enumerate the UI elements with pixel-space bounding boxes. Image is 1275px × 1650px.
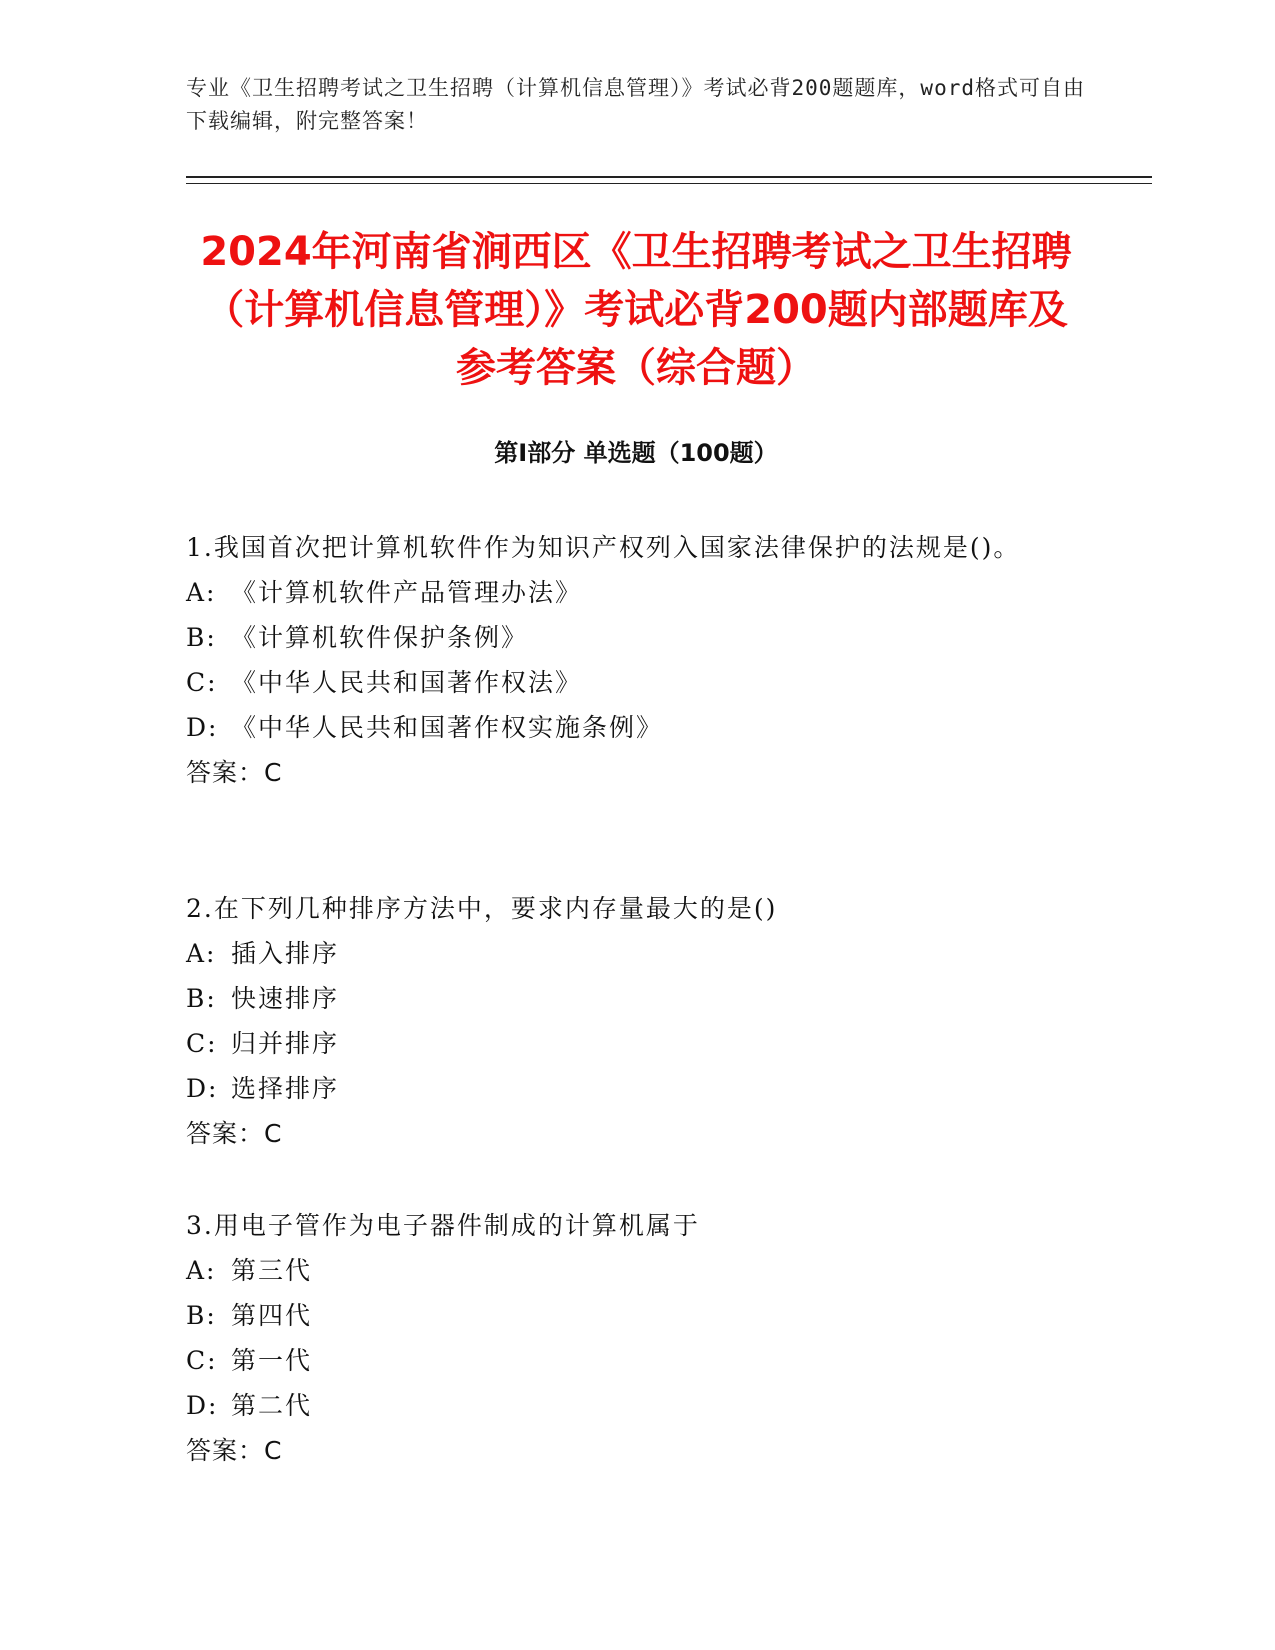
option-c [186,1021,1086,1066]
header-divider-thin [186,183,1152,184]
option-letter: C: [186,1029,218,1058]
option-c [186,1338,1086,1383]
option-text: 《中华人民共和国著作权法》 [231,668,583,697]
option-d [186,705,1086,750]
option-a [186,1248,1086,1293]
option-text: 《计算机软件产品管理办法》 [231,578,583,607]
option-letter: C: [186,1346,218,1375]
option-letter: A: [186,578,217,607]
option-text: 第四代 [231,1301,313,1330]
option-letter: B: [186,984,217,1013]
option-letter: D: [186,713,219,742]
question-3 [186,1204,1086,1474]
option-text: 选择排序 [231,1074,340,1103]
option-text: 第三代 [231,1256,313,1285]
document-title: 2024年河南省涧西区《卫生招聘考试之卫生招聘（计算机信息管理）》考试必背200题内部题库及参考答案（综合题） [200,229,1072,391]
option-letter: B: [186,623,217,652]
option-a [186,931,1086,976]
section-title: 第Ⅰ部分 单选题（100题） [494,439,778,467]
option-d [186,1383,1086,1428]
option-text: 《中华人民共和国著作权实施条例》 [231,713,664,742]
option-letter: D: [186,1074,219,1103]
option-letter: A: [186,1256,217,1285]
header-divider-thick [186,176,1152,178]
option-letter: D: [186,1391,219,1420]
option-text: 《计算机软件保护条例》 [231,623,529,652]
question-2 [186,887,1086,1157]
option-text: 快速排序 [231,984,340,1013]
answer-line: 答案：C [186,1119,283,1148]
question-stem: 2.在下列几种排序方法中，要求内存量最大的是() [186,894,778,923]
option-text: 插入排序 [231,939,340,968]
option-a [186,570,1086,615]
header-note: 专业《卫生招聘考试之卫生招聘（计算机信息管理）》考试必背200题题库，word格式可自由下载编辑，附完整答案！ [186,76,1085,133]
question-stem: 1.我国首次把计算机软件作为知识产权列入国家法律保护的法规是()。 [186,533,1021,562]
question-stem: 3.用电子管作为电子器件制成的计算机属于 [186,1211,700,1240]
option-b [186,615,1086,660]
answer-line: 答案：C [186,758,283,787]
option-b [186,976,1086,1021]
question-1 [186,526,1086,796]
option-letter: B: [186,1301,217,1330]
answer-line: 答案：C [186,1436,283,1465]
option-d [186,1066,1086,1111]
option-text: 归并排序 [231,1029,340,1058]
option-b [186,1293,1086,1338]
option-text: 第一代 [231,1346,313,1375]
option-c [186,660,1086,705]
option-text: 第二代 [231,1391,313,1420]
option-letter: C: [186,668,218,697]
option-letter: A: [186,939,217,968]
